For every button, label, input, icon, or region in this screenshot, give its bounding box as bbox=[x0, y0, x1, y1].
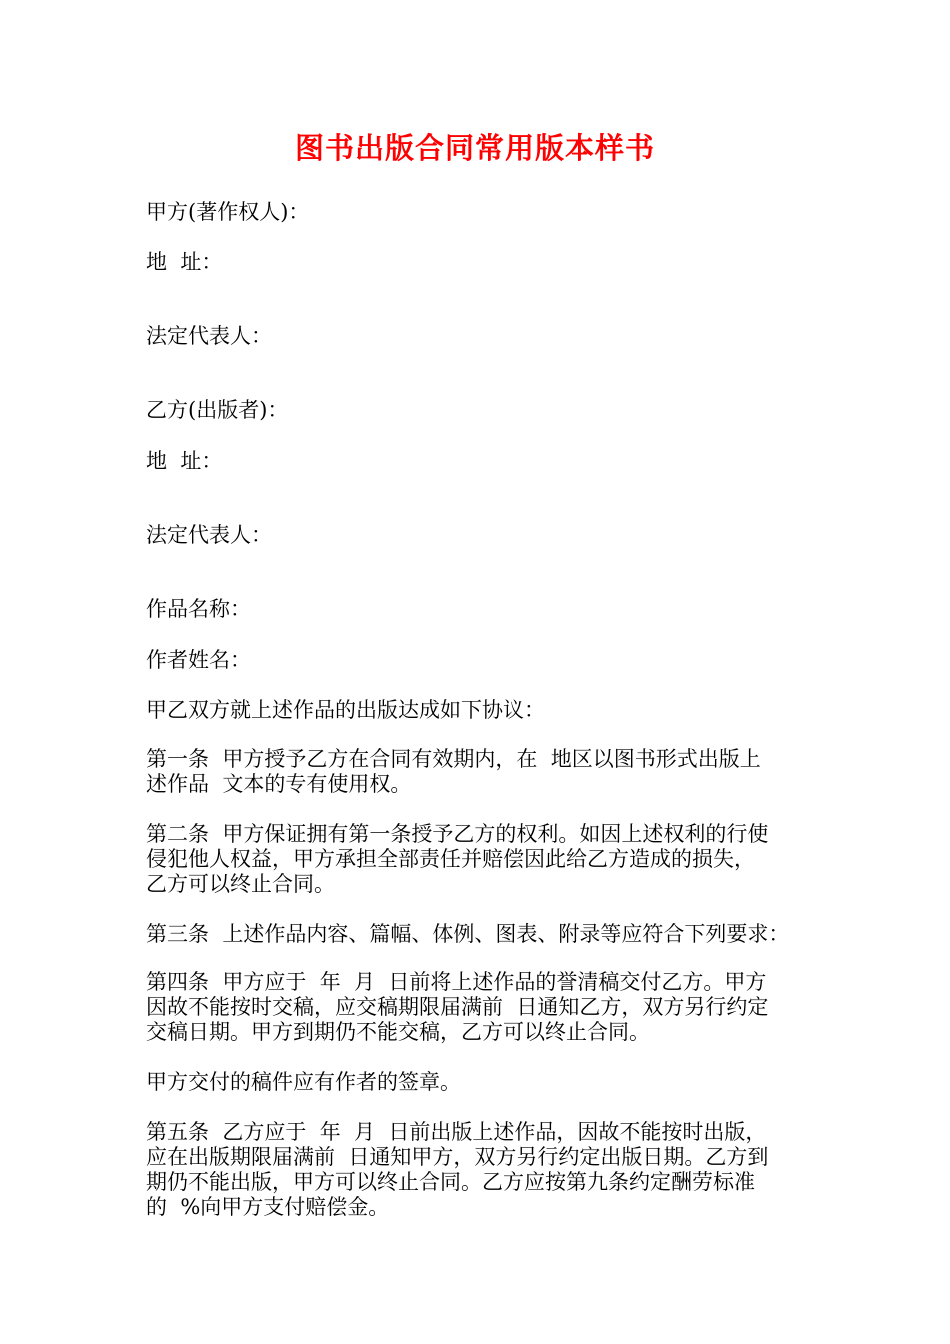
party-b-address: 地 址： bbox=[146, 449, 223, 473]
article-4-line: 第四条 甲方应于 年 月 日前将上述作品的誉清稿交付乙方。甲方 bbox=[146, 970, 767, 994]
article-5-line: 期仍不能出版，甲方可以终止合同。乙方应按第九条约定酬劳标准 bbox=[146, 1170, 755, 1194]
article-5-line: 第五条 乙方应于 年 月 日前出版上述作品，因故不能按时出版， bbox=[146, 1120, 767, 1144]
party-a-label: 甲方(著作权人)： bbox=[146, 200, 310, 224]
party-a-address: 地 址： bbox=[146, 250, 223, 274]
author-name: 作者姓名： bbox=[146, 648, 251, 672]
article-4-line: 交稿日期。甲方到期仍不能交稿，乙方可以终止合同。 bbox=[146, 1020, 650, 1044]
article-2-line: 第二条 甲方保证拥有第一条授予乙方的权利。如因上述权利的行使 bbox=[146, 822, 769, 846]
article-4-note: 甲方交付的稿件应有作者的签章。 bbox=[146, 1070, 461, 1094]
article-4-line: 因故不能按时交稿，应交稿期限届满前 日通知乙方，双方另行约定 bbox=[146, 995, 769, 1019]
article-2-line: 侵犯他人权益，甲方承担全部责任并赔偿因此给乙方造成的损失， bbox=[146, 847, 755, 871]
article-5-line: 的 %向甲方支付赔偿金。 bbox=[146, 1195, 390, 1219]
article-2-line: 乙方可以终止合同。 bbox=[146, 872, 335, 896]
article-1-line: 第一条 甲方授予乙方在合同有效期内，在 地区以图书形式出版上 bbox=[146, 747, 761, 771]
document-title: 图书出版合同常用版本样书 bbox=[294, 131, 655, 165]
article-3-line: 第三条 上述作品内容、篇幅、体例、图表、附录等应符合下列要求： bbox=[146, 922, 790, 946]
party-a-representative: 法定代表人： bbox=[146, 324, 272, 348]
party-b-representative: 法定代表人： bbox=[146, 523, 272, 547]
agreement-intro: 甲乙双方就上述作品的出版达成如下协议： bbox=[146, 698, 545, 722]
article-1-line: 述作品 文本的专有使用权。 bbox=[146, 772, 412, 796]
article-5-line: 应在出版期限届满前 日通知甲方，双方另行约定出版日期。乙方到 bbox=[146, 1145, 769, 1169]
party-b-label: 乙方(出版者)： bbox=[146, 398, 289, 422]
work-title: 作品名称： bbox=[146, 597, 251, 621]
